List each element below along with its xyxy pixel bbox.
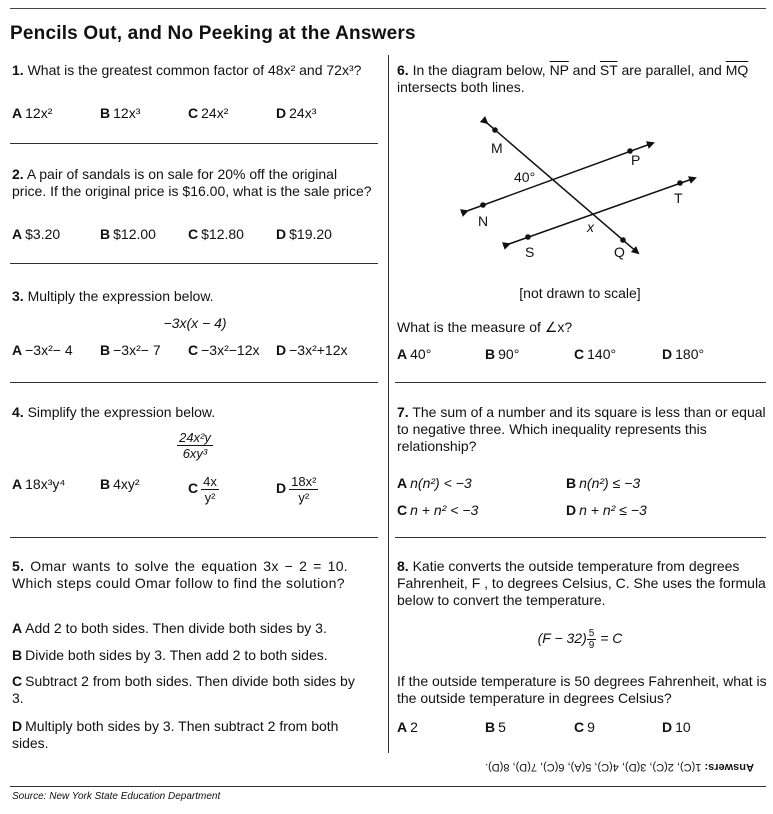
q4-option-c: C $\frac{4x}{\text{y²}}$ — [188, 474, 217, 505]
point-n — [480, 202, 486, 208]
divider — [10, 143, 378, 144]
q4-option-a: A 18x³y⁴ — [12, 476, 66, 492]
q2-option-a: A $3.20 — [12, 226, 61, 242]
label-n: N — [478, 213, 489, 229]
q1-option-c: C 24x² — [188, 105, 229, 121]
q5-option-d: D Multiply both sides by 3. Then subtract 2 from both sides. — [12, 718, 339, 751]
point-q — [620, 237, 626, 243]
label-angle: 40° — [514, 169, 536, 185]
q7-option-b: B n(n²) ≤ −3 — [566, 475, 641, 491]
q5-option-b: B Divide both sides by 3. Then add 2 to both sides. — [12, 647, 328, 663]
segment-mq: $\overline{MQ}$ — [725, 62, 749, 78]
q3-option-a: A −3x²− 4 — [12, 342, 73, 358]
q2-option-d: D $19.20 — [276, 226, 332, 242]
label-t: T — [674, 190, 683, 206]
q6-question: What is the measure of ∠x? — [397, 319, 573, 335]
q3-option-b: B −3x²− 7 — [100, 342, 161, 358]
q7-option-a: A n(n²) < −3 — [397, 475, 472, 491]
geometry-diagram — [455, 115, 705, 265]
question-4: 4. Simplify the expression below. — [12, 404, 216, 420]
diagram-caption: [not drawn to scale] — [519, 285, 641, 301]
point-t — [677, 180, 683, 186]
q3-expression: −3x(x − 4) — [163, 315, 227, 331]
q8-option-d: D 10 — [662, 719, 691, 735]
column-divider — [388, 55, 389, 753]
divider — [10, 263, 378, 264]
q2-option-c: C $12.80 — [188, 226, 244, 242]
top-rule — [10, 8, 766, 9]
label-q: Q — [614, 244, 625, 260]
divider — [10, 382, 378, 383]
line-st — [509, 178, 695, 244]
source-credit: Source: New York State Education Department — [12, 791, 221, 802]
q5-option-a: A Add 2 to both sides. Then divide both sides by 3. — [12, 620, 327, 636]
q6-option-b: B 90° — [485, 346, 520, 362]
segment-np: $\overline{NP}$ — [549, 62, 569, 78]
point-m — [492, 127, 498, 133]
q8-option-a: A 2 — [397, 719, 418, 735]
answer-key-upside-down: Answers: 1(C), 2(C), 3(D), 4(C), 5(A), 6(C), 7(D), 8(D). — [485, 761, 754, 773]
question-2: 2. A pair of sandals is on sale for 20% off the original price. If the original price is $16.00, what is the sale price? — [12, 166, 372, 199]
segment-st: $\overline{ST}$ — [599, 62, 618, 78]
q5-option-c: C Subtract 2 from both sides. Then divide both sides by 3. — [12, 673, 355, 706]
page-title: Pencils Out, and No Peeking at the Answers — [10, 23, 416, 44]
question-3: 3. Multiply the expression below. — [12, 288, 214, 304]
question-5: 5. Omar wants to solve the equation 3x − 2 = 10. Which steps could Omar follow to find the solution? — [12, 558, 348, 591]
q3-option-c: C −3x²−12x — [188, 342, 260, 358]
q1-option-a: A 12x² — [12, 105, 53, 121]
q4-option-d: D $\frac{\text{18x²}}{\text{y²}}$ — [276, 474, 317, 505]
q8-formula: (F − 32) $\frac{5}{9}$ = C — [537, 628, 623, 651]
question-6: 6. In the diagram below, $\overline{NP}$ and $\overline{ST}$ are parallel, and $\overline{MQ}$ intersects both lines. — [397, 62, 749, 95]
q8-option-b: B 5 — [485, 719, 506, 735]
question-7: 7. The sum of a number and its square is less than or equal to negative three. Which inequality represents this relationship? — [397, 404, 766, 454]
q7-option-c: C n + n² < −3 — [397, 502, 479, 518]
q1-option-d: D 24x³ — [276, 105, 317, 121]
divider — [395, 537, 766, 538]
q8-question: If the outside temperature is 50 degrees Fahrenheit, what is the outside temperature in degrees Celsius? — [397, 673, 767, 706]
q2-option-b: B $12.00 — [100, 226, 156, 242]
line-mq — [487, 123, 641, 253]
q7-option-d: D n + n² ≤ −3 — [566, 502, 647, 518]
q8-option-c: C 9 — [574, 719, 595, 735]
question-8: 8. Katie converts the outside temperature from degrees Fahrenheit, F , to degrees Celsius, C. She uses the formula below to convert the temperature. — [397, 558, 766, 608]
q6-option-a: A 40° — [397, 346, 432, 362]
question-1-text: What is the greatest common factor of 48x² and 72x³? — [27, 62, 362, 78]
q6-option-d: D 180° — [662, 346, 705, 362]
label-m: M — [491, 140, 503, 156]
q3-option-d: D −3x²+12x — [276, 342, 348, 358]
footer-rule — [10, 786, 766, 787]
label-p: P — [631, 152, 641, 168]
divider — [395, 382, 766, 383]
q6-option-c: C 140° — [574, 346, 617, 362]
label-s: S — [525, 244, 535, 260]
q1-option-b: B 12x³ — [100, 105, 141, 121]
point-s — [525, 234, 531, 240]
label-x: x — [587, 219, 594, 235]
q4-option-b: B 4xy² — [100, 476, 140, 492]
question-1: 1. What is the greatest common factor of 48x² and 72x³? — [12, 62, 362, 78]
q4-expression: $\frac{\text{24x²y}}{\text{6xy³}}$ — [179, 430, 211, 461]
divider — [10, 537, 378, 538]
